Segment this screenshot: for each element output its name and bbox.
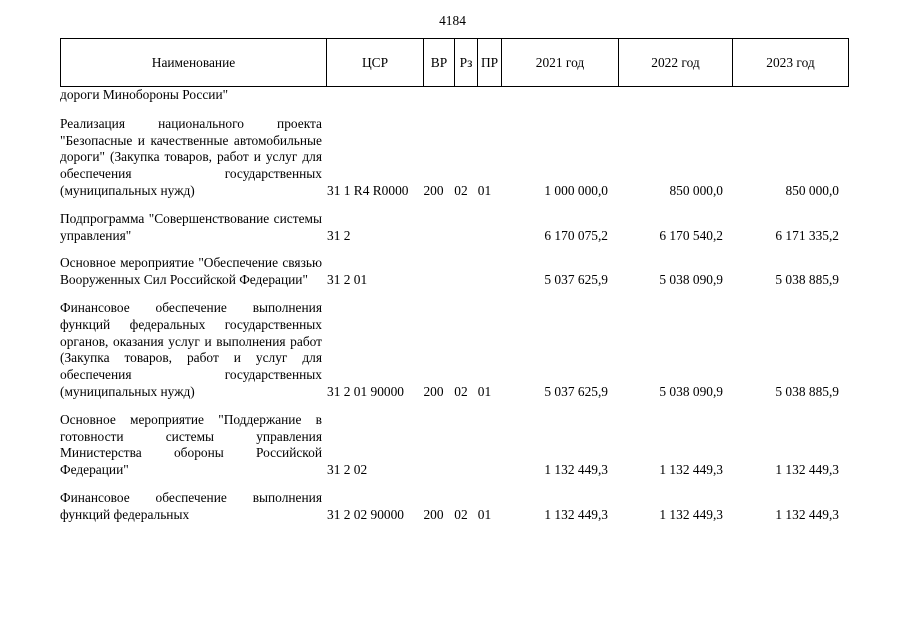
row-2021: 6 170 075,2: [544, 227, 608, 243]
row-csr: 31 2 02 90000: [327, 506, 404, 522]
row-2021: 5 037 625,9: [544, 272, 608, 288]
row-csr: 31 2 01: [327, 272, 368, 288]
row-2022: 5 038 090,9: [659, 272, 723, 288]
row-2022: 850 000,0: [669, 182, 723, 198]
table-row: [60, 300, 855, 401]
page-number: 4184: [439, 13, 466, 28]
row-rz: 02: [454, 506, 468, 522]
header-2022: 2022 год: [619, 39, 733, 87]
row-name: Реализация национального проекта "Безопасные и качественные автомобильные дороги" (Закупка товаров, работ и услуг для обеспечения государственных (муниципальных нужд): [60, 115, 322, 198]
header-name: Наименование: [61, 39, 327, 87]
header-2021: 2021 год: [502, 39, 619, 87]
row-csr: 31 2 01 90000: [327, 383, 404, 399]
table-row: [60, 87, 855, 104]
row-vr: 200: [423, 506, 444, 522]
table-row: [60, 116, 855, 200]
header-rz: Рз: [455, 39, 478, 87]
row-2022: 1 132 449,3: [659, 462, 723, 478]
row-rz: 02: [454, 383, 468, 399]
row-2022: 1 132 449,3: [659, 506, 723, 522]
row-2021: 1 132 449,3: [544, 462, 608, 478]
row-2021: 5 037 625,9: [544, 383, 608, 399]
header-csr: ЦСР: [327, 39, 424, 87]
row-name: дороги Минобороны России": [60, 87, 229, 102]
row-2023: 5 038 885,9: [775, 272, 839, 288]
row-pr: 01: [477, 182, 492, 198]
row-2023: 6 171 335,2: [775, 227, 839, 243]
row-2022: 6 170 540,2: [659, 227, 723, 243]
table-row: [60, 211, 855, 245]
row-name: Основное мероприятие "Поддержание в готовности системы управления Министерства обороны Российской Федерации": [60, 411, 322, 478]
header-pr: ПР: [478, 39, 502, 87]
row-name: Финансовое обеспечение выполнения функций федеральных: [60, 489, 322, 522]
table-header: [60, 38, 849, 87]
row-pr: 01: [477, 383, 492, 399]
header-2023: 2023 год: [733, 39, 849, 87]
row-csr: 31 1 R4 R0000: [327, 182, 409, 198]
row-rz: 02: [454, 182, 468, 198]
table-row: [60, 255, 855, 289]
row-vr: 200: [423, 182, 444, 198]
row-2021: 1 132 449,3: [544, 506, 608, 522]
row-name: Подпрограмма "Совершенствование системы управления": [60, 210, 322, 243]
table-body: [60, 86, 855, 524]
row-2023: 1 132 449,3: [775, 506, 839, 522]
row-pr: 01: [477, 506, 492, 522]
row-name: Основное мероприятие "Обеспечение связью Вооруженных Сил Российской Федерации": [60, 255, 322, 288]
row-name: Финансовое обеспечение выполнения функций федеральных государственных органов, оказания услуг и выполнения работ (Закупка товаров, работ и услуг для обеспечения государственных (муниципальных нужд): [60, 299, 322, 399]
row-2023: 5 038 885,9: [775, 383, 839, 399]
row-2022: 5 038 090,9: [659, 383, 723, 399]
row-csr: 31 2: [327, 227, 351, 243]
row-vr: 200: [423, 383, 444, 399]
table-row: [60, 412, 855, 479]
header-vr: ВР: [424, 39, 455, 87]
row-2023: 850 000,0: [785, 182, 839, 198]
row-2021: 1 000 000,0: [544, 182, 608, 198]
table-row: [60, 490, 855, 524]
row-csr: 31 2 02: [327, 462, 368, 478]
row-2023: 1 132 449,3: [775, 462, 839, 478]
